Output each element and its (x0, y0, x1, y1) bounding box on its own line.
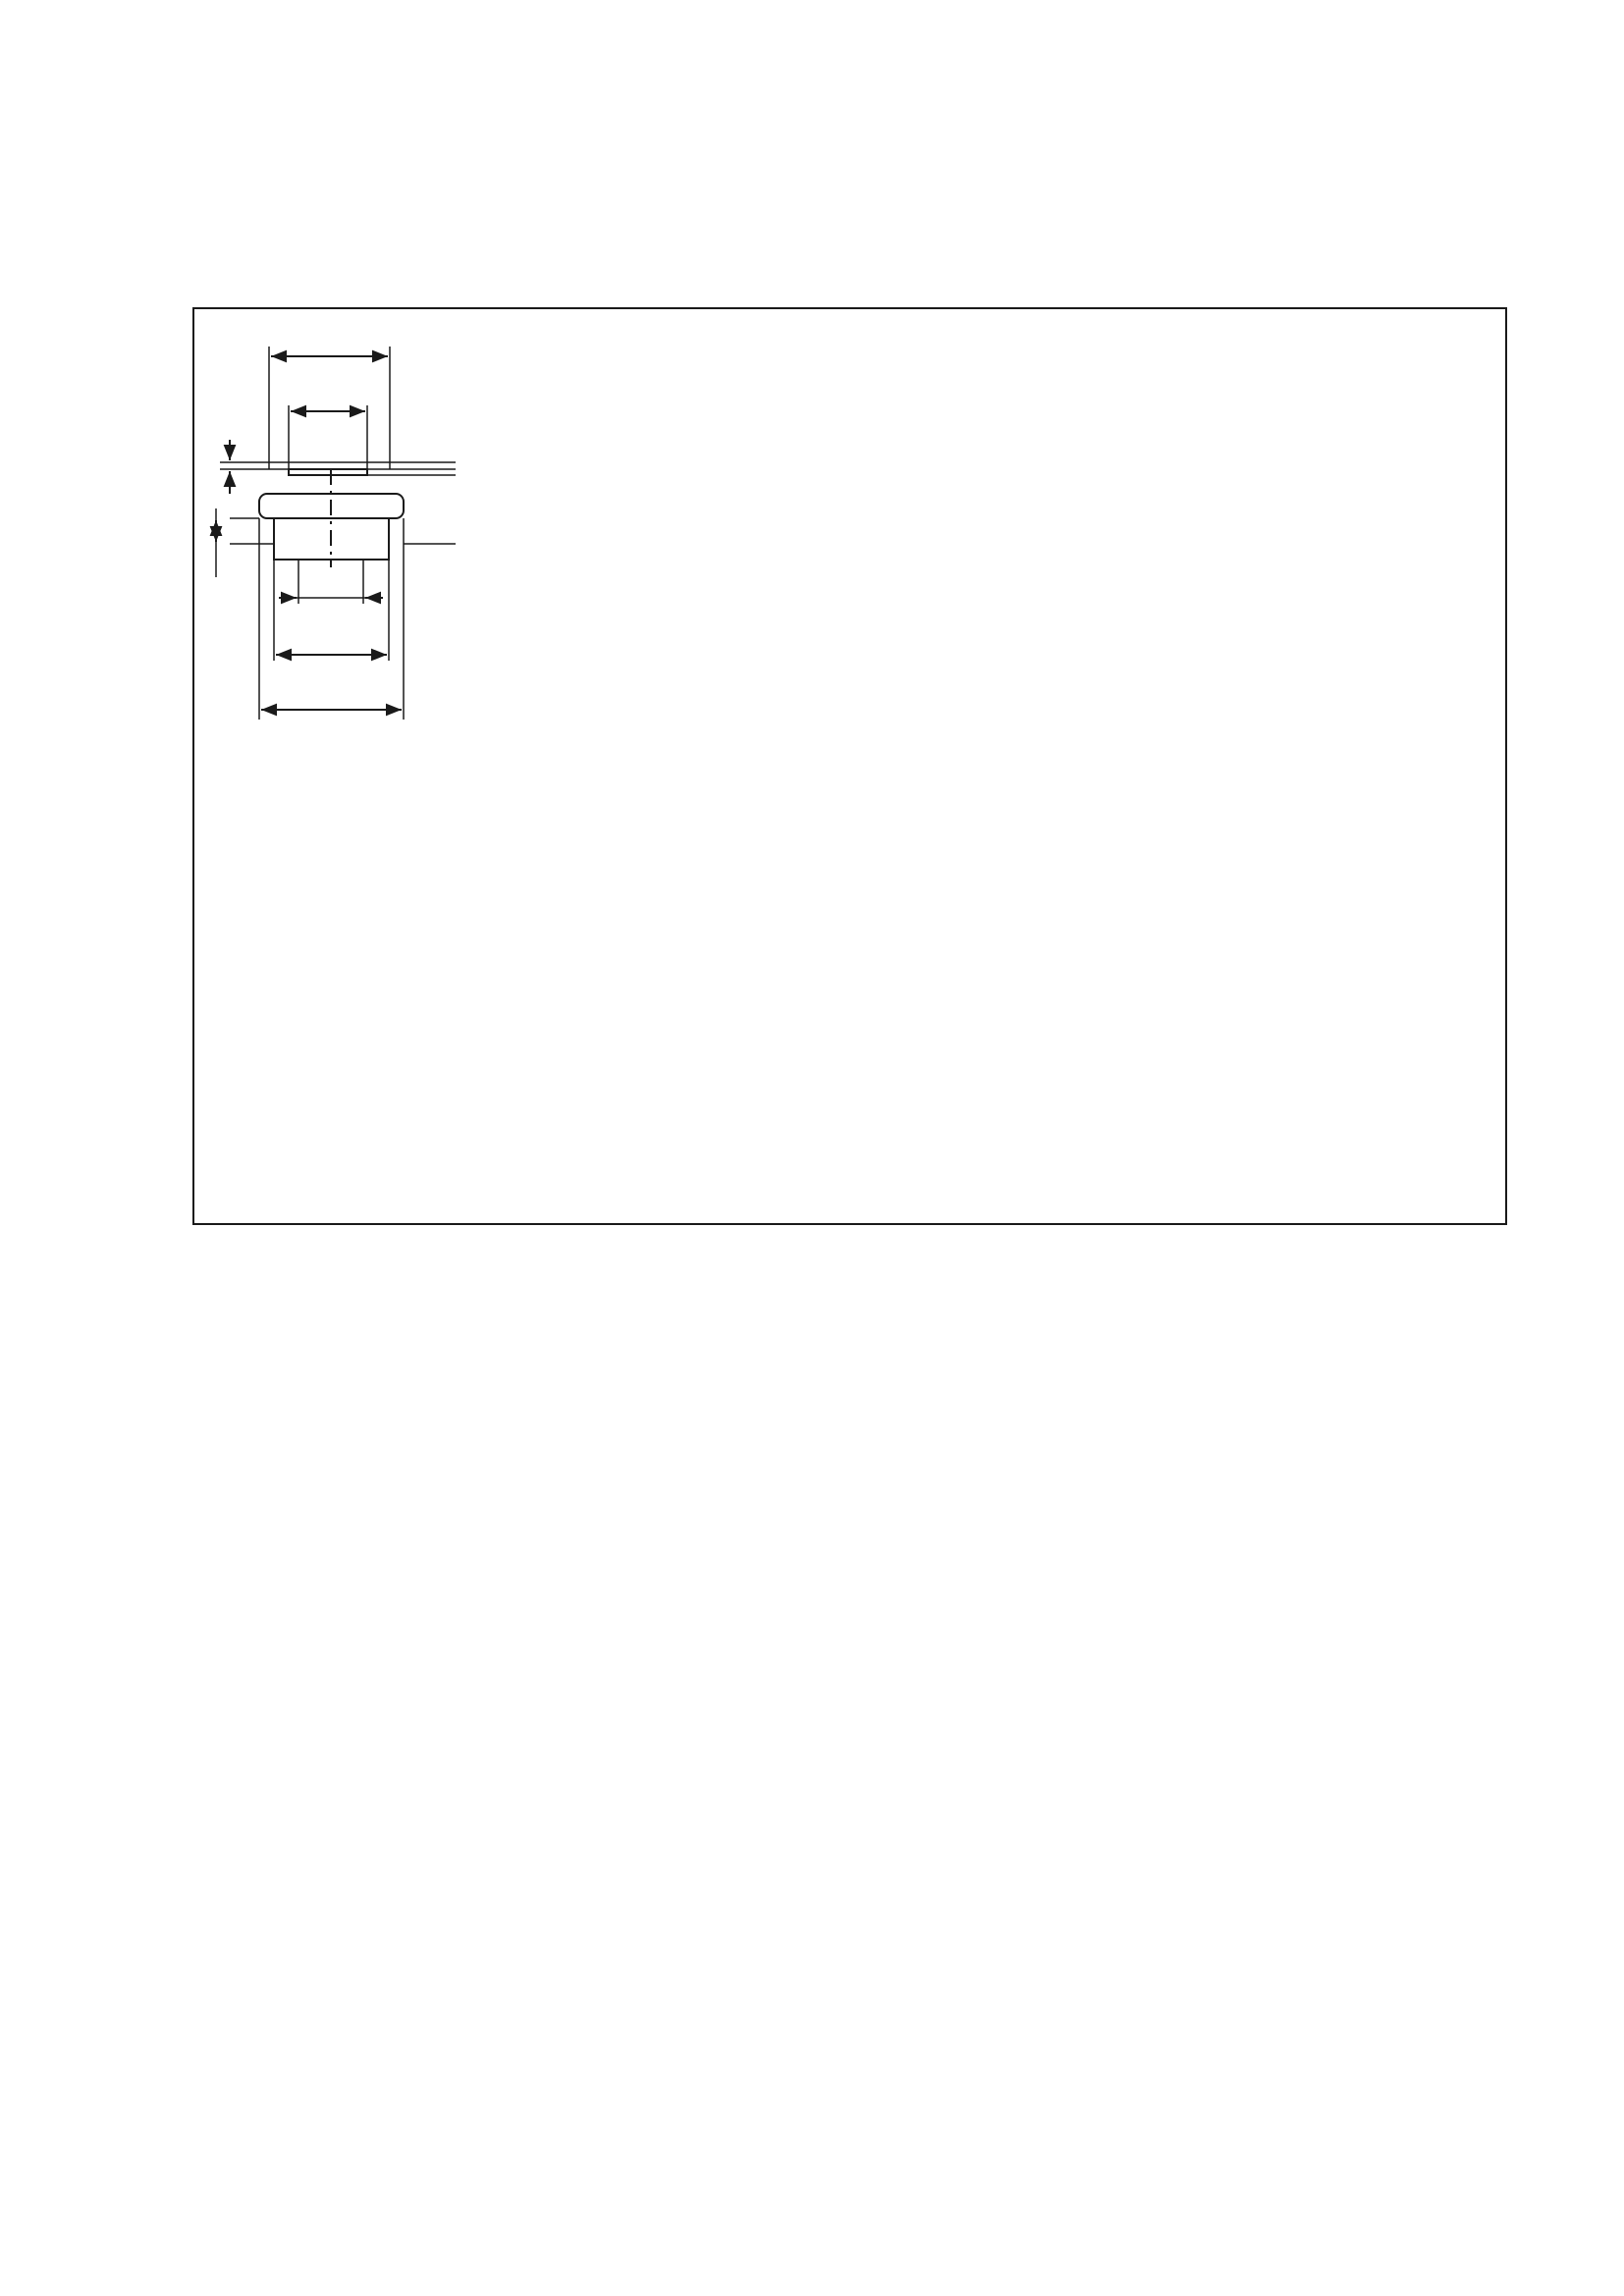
lr9-terminal (289, 469, 367, 475)
lr9-drawing (216, 307, 589, 720)
outline-drawing-figure (192, 307, 697, 1225)
outline-drawing (192, 307, 697, 1225)
